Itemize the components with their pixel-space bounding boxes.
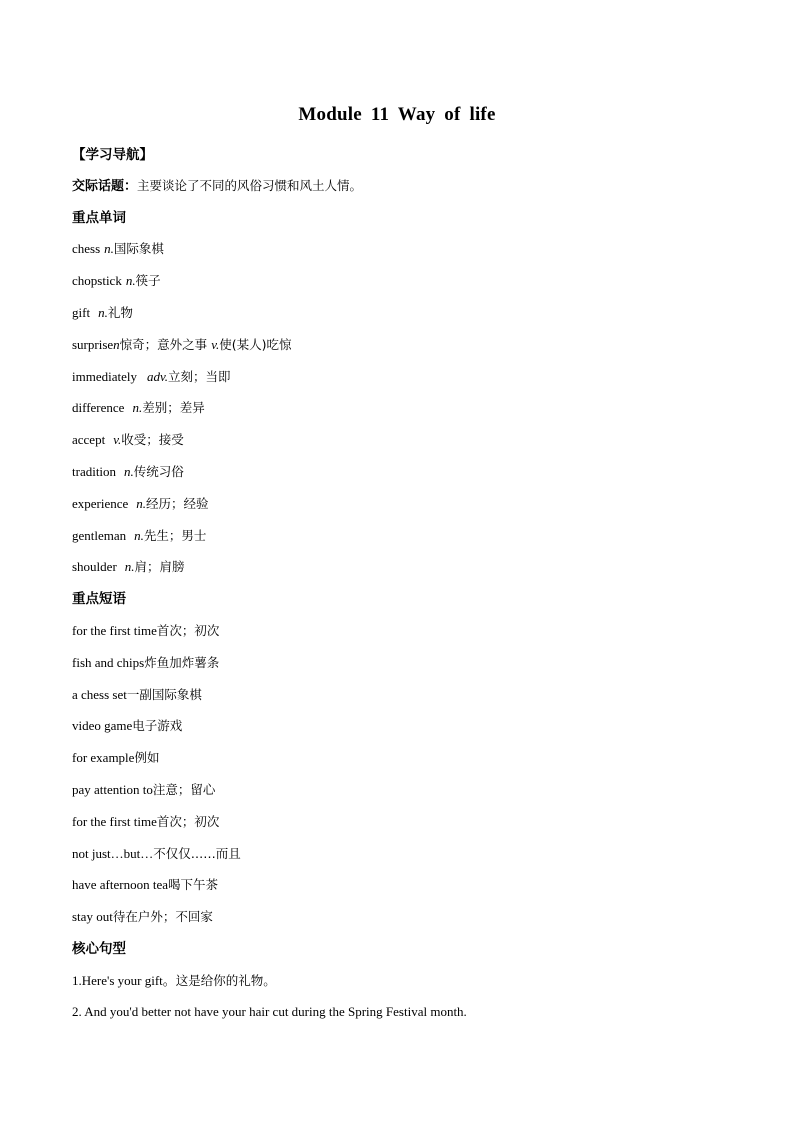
sentence-item	[72, 1003, 467, 1021]
phrase-cn: 首次；初次	[156, 623, 220, 638]
phrase-cn: 喝下午茶	[168, 877, 219, 892]
vocab-item	[72, 495, 209, 513]
phrase-item	[72, 654, 219, 672]
vocab-meaning: 经历；经验	[146, 496, 209, 511]
vocab-pos: n.	[124, 464, 134, 479]
guide-heading: 【学习导航】	[72, 147, 153, 163]
vocab-item	[72, 463, 184, 481]
phrase-item	[72, 781, 215, 799]
phrase-item	[72, 749, 159, 767]
vocab-item	[72, 399, 205, 417]
sentence-en: 2. And you'd better not have your hair cut during the Spring Festival month.	[72, 1004, 467, 1019]
vocab-meaning: 国际象棋	[113, 241, 164, 256]
vocab-pos: n.	[134, 528, 144, 543]
vocab-pos: n	[113, 337, 120, 352]
phrase-item	[72, 686, 202, 704]
phrases-heading: 重点短语	[72, 591, 126, 607]
phrase-cn: 一副国际象棋	[126, 687, 202, 702]
phrase-en: fish and chips	[72, 655, 145, 670]
vocab-item	[72, 304, 133, 322]
vocab-pos: n.	[104, 241, 114, 256]
vocab-word: accept	[72, 432, 106, 447]
phrase-cn: 首次；初次	[156, 814, 220, 829]
phrase-item	[72, 717, 182, 735]
vocab-pos: n.	[98, 305, 108, 320]
sentence-en: 1.Here's your gift。	[72, 973, 176, 988]
vocab-pos: n.	[125, 273, 136, 288]
vocab-pos: adv.	[146, 369, 169, 384]
phrase-cn: 不仅仅……而且	[153, 846, 241, 861]
phrase-cn: 待在户外；不回家	[112, 909, 213, 924]
phrase-en: not just…but…	[72, 846, 154, 861]
vocab-pos: n.	[132, 400, 143, 415]
phrase-cn: 电子游戏	[132, 718, 183, 733]
vocab-word: gentleman	[72, 528, 127, 543]
vocab-item	[72, 527, 206, 545]
vocab-item	[72, 431, 184, 449]
sentences-heading: 核心句型	[72, 941, 126, 957]
phrase-en: a chess set	[72, 687, 127, 702]
vocab-pos-2: v.	[211, 337, 220, 352]
vocab-meaning: 肩；肩膀	[134, 559, 185, 574]
phrase-en: stay out	[72, 909, 113, 924]
phrase-en: for the first time	[72, 623, 157, 638]
vocab-meaning-2: 使(某人)吃惊	[219, 337, 292, 352]
topic-label: 交际话题：	[72, 179, 138, 194]
phrase-en: have afternoon tea	[72, 877, 169, 892]
vocab-word: immediately	[72, 369, 137, 384]
vocab-heading: 重点单词	[72, 210, 126, 226]
phrase-cn: 炸鱼加炸薯条	[144, 655, 220, 670]
phrase-item	[72, 908, 213, 926]
vocab-meaning: 惊奇；意外之事	[119, 337, 208, 352]
vocab-pos: n.	[136, 496, 147, 511]
vocab-meaning: 收受；接受	[121, 432, 184, 447]
sentence-cn: 这是给你的礼物。	[175, 973, 276, 988]
vocab-meaning: 礼物	[107, 305, 133, 320]
document-title: Module 11 Way of life	[298, 104, 496, 125]
vocab-item	[72, 558, 185, 576]
phrase-item	[72, 845, 241, 863]
vocab-word: tradition	[72, 464, 117, 479]
vocab-item	[72, 368, 231, 386]
phrase-cn: 例如	[134, 750, 160, 765]
vocab-meaning: 筷子	[135, 273, 161, 288]
vocab-meaning: 先生；男士	[143, 528, 207, 543]
vocab-item	[72, 336, 292, 354]
vocab-word: experience	[72, 496, 129, 511]
sentence-item	[72, 972, 276, 990]
vocab-word: chess	[72, 241, 101, 256]
vocab-word: shoulder	[72, 559, 117, 574]
phrase-en: for example	[72, 750, 135, 765]
phrase-item	[72, 622, 219, 640]
vocab-word: chopstick	[72, 273, 122, 288]
vocab-item	[72, 240, 164, 258]
phrase-item	[72, 876, 218, 894]
vocab-word: surprise	[72, 337, 114, 352]
vocab-meaning: 传统习俗	[133, 464, 184, 479]
vocab-meaning: 立刻；当即	[168, 369, 231, 384]
phrase-en: pay attention to	[72, 782, 153, 797]
vocab-item	[72, 272, 161, 290]
phrase-en: video game	[72, 718, 133, 733]
topic-text: 主要谈论了不同的风俗习惯和风土人情。	[137, 178, 363, 193]
vocab-word: gift	[72, 305, 91, 320]
phrase-en: for the first time	[72, 814, 157, 829]
phrase-cn: 注意；留心	[152, 782, 216, 797]
phrase-item	[72, 813, 219, 831]
vocab-pos: v.	[113, 432, 122, 447]
topic-line	[72, 177, 362, 196]
vocab-pos: n.	[124, 559, 135, 574]
vocab-meaning: 差别；差异	[142, 400, 205, 415]
vocab-word: difference	[72, 400, 125, 415]
